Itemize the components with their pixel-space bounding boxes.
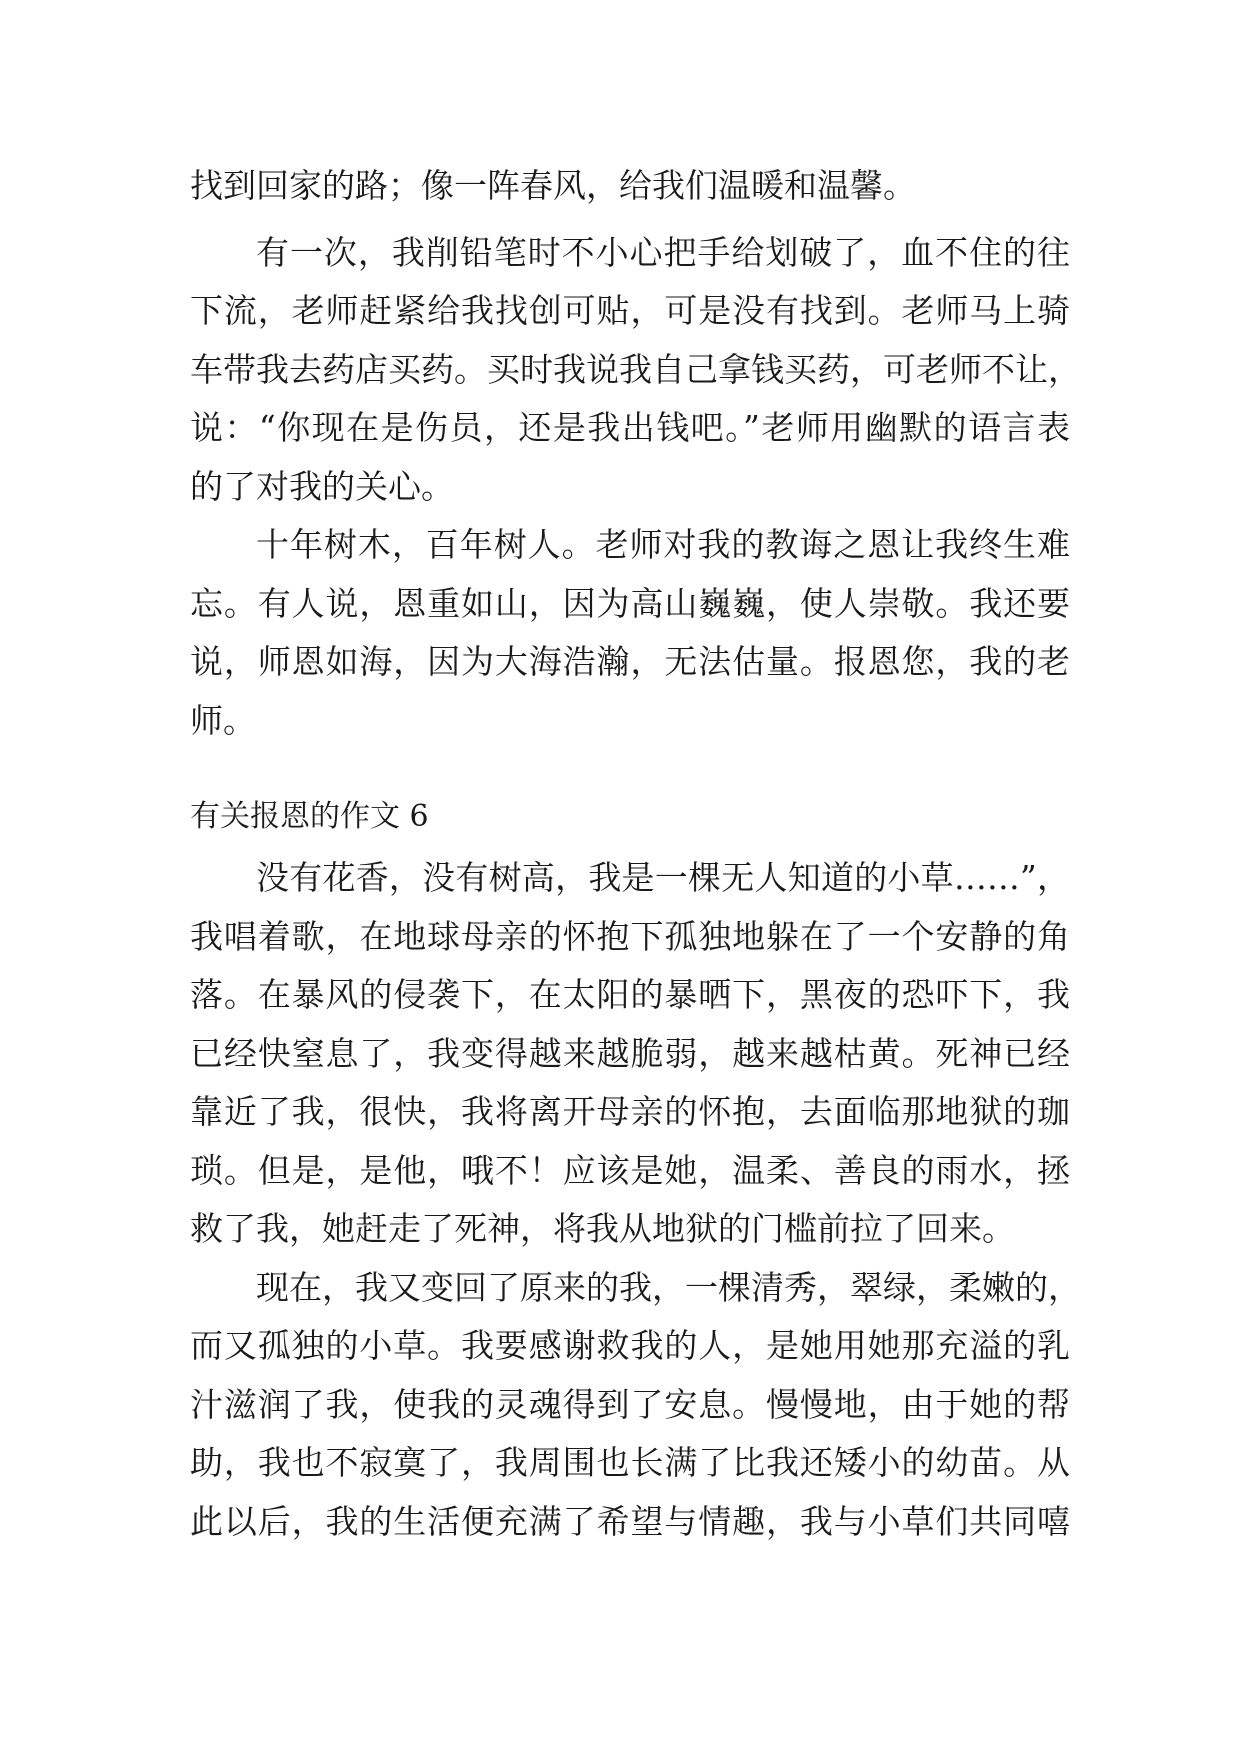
text-line: 而又孤独的小草。我要感谢救我的人，是她用她那充溢的乳	[190, 1326, 1070, 1365]
text-line: 落。在暴风的侵袭下，在太阳的暴晒下，黑夜的恐吓下，我	[190, 975, 1070, 1014]
text-line: 救了我，她赶走了死神，将我从地狱的门槛前拉了回来。	[190, 1209, 1015, 1248]
text-line: 汁滋润了我，使我的灵魂得到了安息。慢慢地，由于她的帮	[190, 1385, 1070, 1424]
text-line: 说，师恩如海，因为大海浩瀚，无法估量。报恩您，我的老	[190, 642, 1070, 681]
text-line: 靠近了我，很快，我将离开母亲的怀抱，去面临那地狱的珈	[190, 1092, 1070, 1131]
text-line: 的了对我的关心。	[190, 467, 454, 506]
text-line: 我唱着歌，在地球母亲的怀抱下孤独地躲在了一个安静的角	[190, 917, 1070, 956]
text-line: 车带我去药店买药。买时我说我自己拿钱买药，可老师不让，	[190, 350, 1081, 389]
text-line: 现在，我又变回了原来的我，一棵清秀，翠绿，柔嫩的，	[256, 1268, 1081, 1307]
text-line: 师。	[190, 701, 256, 740]
text-line: 忘。有人说，恩重如山，因为高山巍巍，使人崇敬。我还要	[190, 584, 1070, 623]
text-line: 有一次，我削铅笔时不小心把手给划破了，血不住的往	[256, 233, 1070, 272]
text-line: 此以后，我的生活便充满了希望与情趣，我与小草们共同嘻	[190, 1502, 1070, 1541]
section-heading: 有关报恩的作文 6	[190, 799, 429, 834]
text-line: 下流，老师赶紧给我找创可贴，可是没有找到。老师马上骑	[190, 291, 1070, 330]
text-line: 找到回家的路；像一阵春风，给我们温暖和温馨。	[190, 166, 916, 205]
text-line: 助，我也不寂寞了，我周围也长满了比我还矮小的幼苗。从	[190, 1443, 1070, 1482]
text-line: 琐。但是，是他，哦不！应该是她，温柔、善良的雨水，拯	[190, 1151, 1070, 1190]
text-line: 已经快窒息了，我变得越来越脆弱，越来越枯黄。死神已经	[190, 1034, 1070, 1073]
text-line: 没有花香，没有树高，我是一棵无人知道的小草……”，	[256, 858, 1070, 897]
text-line: 十年树木，百年树人。老师对我的教诲之恩让我终生难	[256, 525, 1070, 564]
text-line: 说：“你现在是伤员，还是我出钱吧。”老师用幽默的语言表	[190, 408, 1070, 447]
